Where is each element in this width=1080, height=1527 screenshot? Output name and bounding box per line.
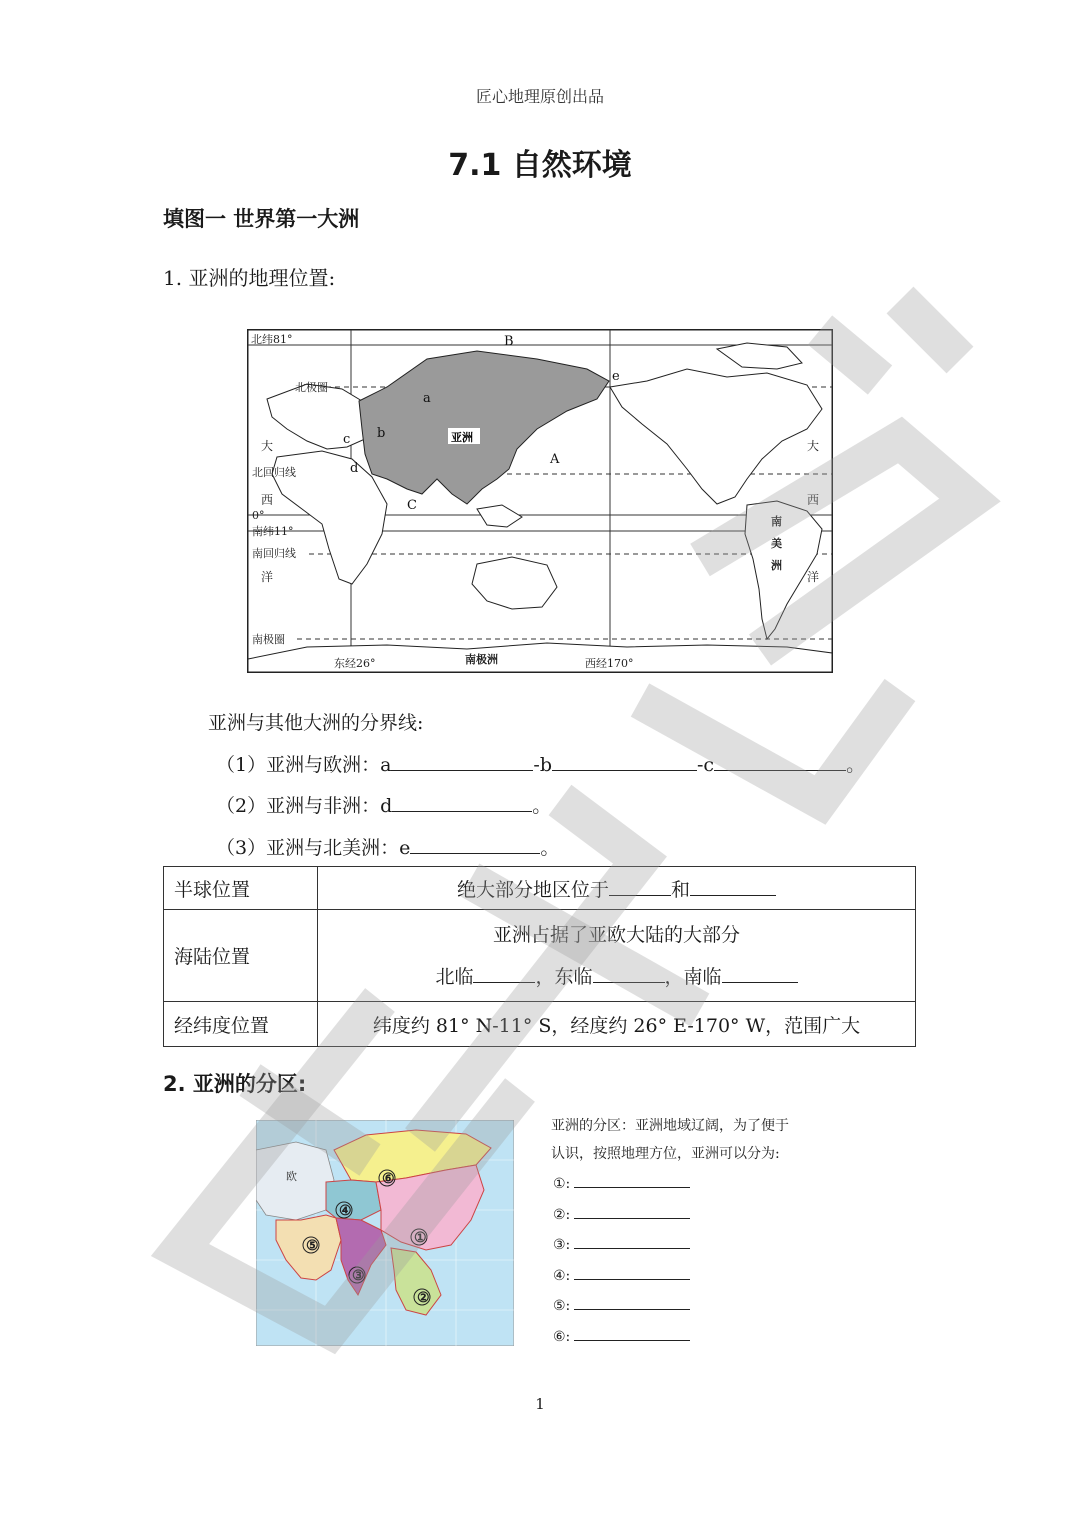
blank-region-2[interactable] — [574, 1217, 690, 1219]
world-map — [247, 329, 833, 673]
south-america-label-2: 美 — [771, 537, 782, 550]
region-item-5-label: ⑤: — [553, 1298, 571, 1314]
row-sea-land-value — [318, 910, 916, 1002]
lat-label-capricorn: 南回归线 — [252, 547, 296, 560]
boundary-line-1-end: 。 — [846, 754, 866, 776]
right-ocean-3: 洋 — [807, 570, 820, 584]
row-sea-land-key: 海陆位置 — [164, 910, 318, 1002]
blank-north[interactable] — [473, 981, 535, 983]
sea-land-north: 北临 — [435, 965, 474, 988]
letter-C: C — [407, 498, 417, 513]
regions-intro-line-2: 认识，按照地理方位，亚洲可以分为: — [551, 1146, 780, 1162]
right-ocean-1: 大 — [807, 439, 820, 453]
sea-land-line-2 — [328, 956, 905, 998]
sea-land-south: ，南临 — [664, 965, 722, 988]
hemisphere-text-a: 绝大部分地区位于 — [456, 878, 609, 901]
right-ocean-2: 西 — [807, 493, 820, 507]
lat-label-11s: 南纬11° — [252, 525, 294, 538]
blank-a[interactable] — [391, 769, 533, 771]
region-item-2-label: ②: — [553, 1207, 571, 1223]
region-label-6: ⑥ — [382, 1171, 395, 1187]
boundary-line-2-prefix: （2）亚洲与非洲：d — [216, 795, 393, 817]
regions-intro-line-1: 亚洲的分区：亚洲地域辽阔，为了便于 — [551, 1118, 789, 1134]
region-item-1-label: ①: — [553, 1176, 571, 1192]
blank-b[interactable] — [552, 769, 697, 771]
region-item-4-label: ④: — [553, 1268, 571, 1284]
sea-land-east: ，东临 — [535, 965, 593, 988]
lon-label-26e: 东经26° — [334, 657, 376, 670]
letter-d: d — [350, 461, 359, 476]
page-header: 匠心地理原创出品 — [475, 87, 604, 106]
asia-regions-map — [256, 1120, 514, 1346]
blank-region-5[interactable] — [574, 1308, 690, 1310]
antarctica-label: 南极洲 — [465, 653, 498, 666]
left-ocean-3: 洋 — [261, 570, 274, 584]
europe-label: 欧 — [286, 1170, 297, 1183]
region-item-3-label: ③: — [553, 1237, 571, 1253]
asia-label: 亚洲 — [451, 431, 473, 444]
region-item-2 — [553, 1207, 690, 1223]
region-central — [326, 1180, 381, 1220]
boundary-line-3 — [216, 833, 559, 860]
blank-c[interactable] — [714, 769, 846, 771]
page-title: 7.1 自然环境 — [448, 148, 632, 183]
south-america-label-1: 南 — [771, 515, 782, 528]
boundary-line-3-prefix: （3）亚洲与北美洲：e — [216, 837, 411, 859]
boundary-line-2-end: 。 — [532, 795, 552, 817]
left-ocean-1: 大 — [261, 439, 274, 453]
blank-region-6[interactable] — [574, 1339, 690, 1341]
lat-label-81n: 北纬81° — [251, 333, 293, 346]
blank-e[interactable] — [410, 852, 540, 854]
letter-A: A — [550, 452, 560, 467]
blank-hemisphere-1[interactable] — [609, 894, 671, 896]
position-table — [163, 866, 916, 1047]
boundary-line-3-end: 。 — [540, 837, 560, 859]
region-label-1: ① — [414, 1230, 427, 1246]
region-item-4 — [553, 1268, 690, 1284]
blank-region-1[interactable] — [574, 1186, 690, 1188]
region-item-1 — [553, 1176, 690, 1192]
blank-region-4[interactable] — [574, 1278, 690, 1280]
left-ocean-2: 西 — [261, 493, 274, 507]
row-hemisphere-key: 半球位置 — [164, 867, 318, 910]
letter-b: b — [377, 426, 386, 441]
row-hemisphere-value — [318, 867, 916, 910]
boundary-intro: 亚洲与其他大洲的分界线: — [208, 712, 424, 734]
region-item-5 — [553, 1298, 690, 1314]
letter-e: e — [612, 369, 620, 384]
region-label-2: ② — [417, 1290, 430, 1306]
boundary-line-1 — [216, 750, 865, 777]
letter-c: c — [343, 432, 351, 447]
letter-a: a — [423, 391, 431, 406]
section-heading-1: 填图一 世界第一大洲 — [163, 207, 360, 231]
boundary-line-1-b: -b — [533, 754, 553, 776]
boundary-line-2 — [216, 791, 551, 818]
lat-label-antarctic: 南极圈 — [252, 633, 285, 646]
boundary-line-1-c: -c — [697, 754, 715, 776]
blank-region-3[interactable] — [574, 1247, 690, 1249]
blank-east[interactable] — [593, 981, 665, 983]
row-latlon-value: 纬度约 81° N-11° S，经度约 26° E-170° W，范围广大 — [318, 1002, 916, 1047]
hemisphere-text-b: 和 — [671, 878, 691, 901]
blank-d[interactable] — [392, 810, 532, 812]
region-item-6-label: ⑥: — [553, 1329, 571, 1345]
region-label-5: ⑤ — [306, 1238, 319, 1254]
region-item-3 — [553, 1237, 690, 1253]
question-2-heading: 2. 亚洲的分区: — [163, 1072, 307, 1096]
blank-south[interactable] — [722, 981, 798, 983]
sea-land-line-1: 亚洲占据了亚欧大陆的大部分 — [492, 923, 740, 946]
south-america-label-3: 洲 — [771, 559, 782, 572]
region-label-3: ③ — [352, 1268, 365, 1284]
question-1-heading: 1. 亚洲的地理位置: — [163, 266, 336, 290]
boundary-line-1-prefix: （1）亚洲与欧洲：a — [216, 754, 392, 776]
lon-label-170w: 西经170° — [585, 657, 634, 670]
blank-hemisphere-2[interactable] — [690, 894, 776, 896]
lat-label-cancer: 北回归线 — [252, 466, 296, 479]
page-number: 1 — [535, 1395, 545, 1413]
region-label-4: ④ — [339, 1203, 352, 1219]
region-item-6 — [553, 1329, 690, 1345]
lat-label-equator: 0° — [252, 509, 265, 522]
letter-B: B — [504, 334, 514, 349]
lat-label-arctic: 北极圈 — [295, 381, 328, 394]
row-latlon-key: 经纬度位置 — [164, 1002, 318, 1047]
